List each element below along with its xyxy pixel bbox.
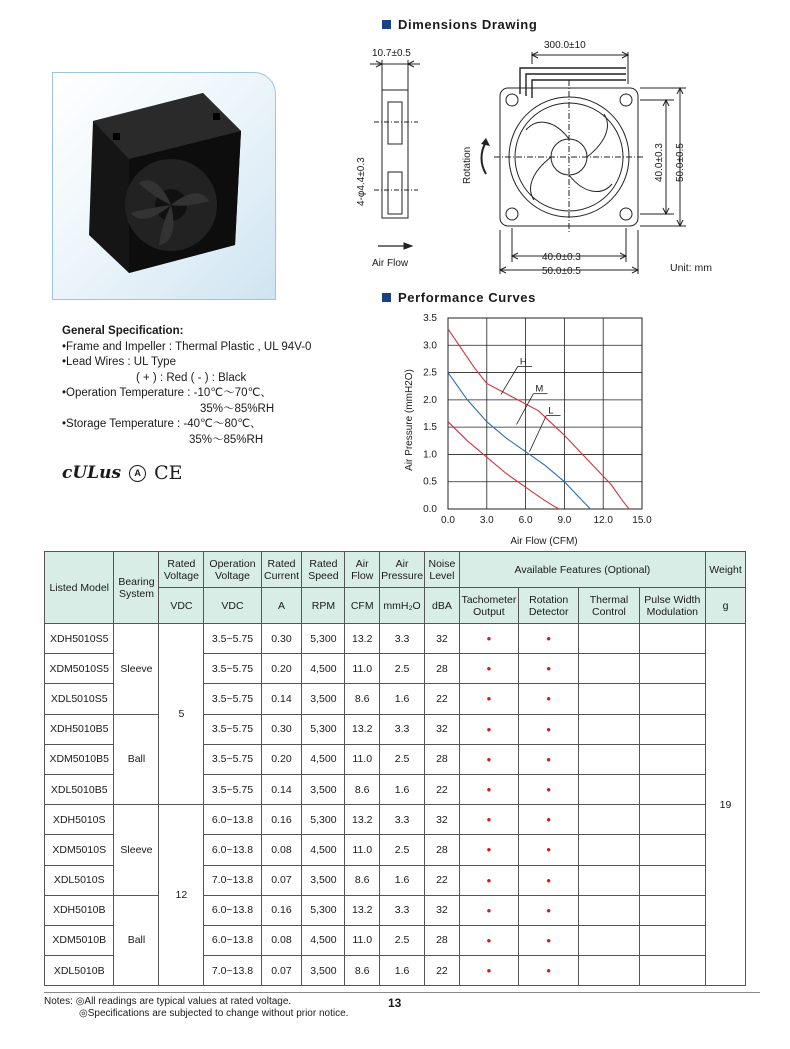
performance-heading-text: Performance Curves (398, 290, 536, 305)
th-pwm: Pulse Width Modulation (639, 588, 705, 624)
cell-model: XDL5010B5 (45, 774, 114, 804)
cell-pressure: 2.5 (380, 654, 425, 684)
spec-frame: •Frame and Impeller : Thermal Plastic , UL 94V-0 (62, 340, 312, 353)
th-rated-current: Rated Current (261, 552, 302, 588)
cell-pressure: 3.3 (380, 624, 425, 654)
cell-opv: 3.5~5.75 (204, 684, 261, 714)
rotation-label: Rotation (462, 146, 473, 184)
cell-current: 0.20 (261, 654, 302, 684)
cell-thermal (579, 714, 639, 744)
cell-speed: 3,500 (302, 956, 345, 986)
cell-flow: 13.2 (345, 714, 380, 744)
cell-bearing: Sleeve (114, 805, 159, 896)
cell-thermal (579, 684, 639, 714)
performance-heading (382, 290, 536, 305)
cell-speed: 4,500 (302, 835, 345, 865)
cell-pressure: 1.6 (380, 684, 425, 714)
cell-pressure: 1.6 (380, 956, 425, 986)
cell-noise: 22 (425, 774, 460, 804)
cell-model: XDM5010S (45, 835, 114, 865)
series-leader-h (501, 366, 518, 394)
note-2: ◎Specifications are subjected to change without prior notice. (79, 1008, 349, 1019)
cell-noise: 22 (425, 956, 460, 986)
cell-flow: 8.6 (345, 865, 380, 895)
y-tick-label: 3.5 (423, 313, 437, 324)
cell-flow: 11.0 (345, 654, 380, 684)
cell-opv: 3.5~5.75 (204, 624, 261, 654)
heading-square-icon (382, 20, 391, 29)
x-tick-label: 12.0 (593, 515, 613, 526)
cell-pressure: 3.3 (380, 805, 425, 835)
spec-st-temp: •Storage Temperature : -40℃～80℃、 (62, 418, 262, 430)
cell-opv: 7.0~13.8 (204, 956, 261, 986)
cell-thermal (579, 865, 639, 895)
certification-marks (62, 462, 182, 484)
footer-divider (44, 992, 760, 993)
y-tick-label: 0.5 (423, 476, 437, 488)
cell-thermal (579, 895, 639, 925)
cell-flow: 13.2 (345, 805, 380, 835)
cell-thermal (579, 654, 639, 684)
cell-speed: 5,300 (302, 714, 345, 744)
cell-model: XDH5010B5 (45, 714, 114, 744)
unit-rated-voltage: VDC (159, 588, 204, 624)
cell-speed: 3,500 (302, 865, 345, 895)
cell-rot: • (519, 925, 579, 955)
cell-tach: • (459, 835, 518, 865)
unit-speed: RPM (302, 588, 345, 624)
cell-opv: 7.0~13.8 (204, 865, 261, 895)
table-row (45, 895, 746, 925)
th-noise: Noise Level (425, 552, 460, 588)
ce-mark-icon: CE (154, 462, 183, 484)
cell-noise: 28 (425, 925, 460, 955)
series-label-h: H (519, 356, 527, 368)
cell-tach: • (459, 925, 518, 955)
th-thermal: Thermal Control (579, 588, 639, 624)
cell-thermal (579, 744, 639, 774)
cell-opv: 3.5~5.75 (204, 654, 261, 684)
cell-tach: • (459, 865, 518, 895)
cell-rot: • (519, 714, 579, 744)
cell-model: XDH5010S (45, 805, 114, 835)
unit-pressure: mmH₂O (380, 588, 425, 624)
fan-photo (53, 73, 275, 299)
airflow-arrow (378, 243, 412, 249)
cell-tach: • (459, 684, 518, 714)
body-h-dim: 50.0±0.5 (542, 266, 581, 277)
th-rotation-detector: Rotation Detector (519, 588, 579, 624)
th-rated-speed: Rated Speed (302, 552, 345, 588)
notes-label: Notes: (44, 996, 73, 1007)
cell-flow: 11.0 (345, 925, 380, 955)
cell-pwm (639, 624, 705, 654)
cell-speed: 5,300 (302, 805, 345, 835)
x-tick-label: 9.0 (557, 515, 572, 526)
product-photo-panel (52, 72, 276, 300)
a-mark-icon (129, 465, 146, 482)
cell-model: XDM5010B (45, 925, 114, 955)
cell-thermal (579, 805, 639, 835)
spec-table (44, 551, 746, 986)
cell-rated-voltage: 12 (159, 805, 204, 986)
cell-pwm (639, 744, 705, 774)
chart-x-label: Air Flow (CFM) (510, 536, 578, 547)
cell-flow: 13.2 (345, 624, 380, 654)
chart-y-label: Air Pressure (mmH2O) (404, 369, 415, 471)
cell-speed: 5,300 (302, 624, 345, 654)
heading-square-icon (382, 293, 391, 302)
cell-opv: 6.0~13.8 (204, 925, 261, 955)
cell-speed: 4,500 (302, 744, 345, 774)
cell-tach: • (459, 805, 518, 835)
cell-model: XDL5010S (45, 865, 114, 895)
th-bearing: Bearing System (114, 552, 159, 624)
side-width-dim: 10.7±0.5 (372, 48, 411, 59)
series-line-l (448, 422, 559, 509)
plot-frame (448, 318, 642, 509)
cell-current: 0.07 (261, 865, 302, 895)
cell-model: XDL5010S5 (45, 684, 114, 714)
cell-pressure: 3.3 (380, 895, 425, 925)
unit-flow: CFM (345, 588, 380, 624)
series-label-l: L (548, 405, 554, 417)
cell-bearing: Ball (114, 895, 159, 986)
cell-model: XDH5010S5 (45, 624, 114, 654)
airflow-label: Air Flow (372, 258, 409, 269)
x-tick-label: 15.0 (632, 515, 652, 526)
y-tick-label: 2.0 (423, 394, 437, 406)
spec-lead-colors: ( + ) : Red ( - ) : Black (136, 371, 247, 384)
cell-opv: 3.5~5.75 (204, 774, 261, 804)
cell-flow: 13.2 (345, 895, 380, 925)
cell-flow: 8.6 (345, 774, 380, 804)
cell-tach: • (459, 774, 518, 804)
table-row (45, 624, 746, 654)
cell-speed: 4,500 (302, 654, 345, 684)
cell-flow: 8.6 (345, 956, 380, 986)
page-number: 13 (388, 996, 402, 1010)
cell-noise: 28 (425, 654, 460, 684)
cell-weight: 19 (706, 624, 746, 986)
cell-tach: • (459, 654, 518, 684)
y-tick-label: 2.5 (423, 367, 437, 379)
cell-speed: 3,500 (302, 774, 345, 804)
spec-st-rh: 35%～85%RH (189, 433, 264, 446)
cell-pwm (639, 684, 705, 714)
series-leader-m (517, 394, 534, 425)
cell-noise: 32 (425, 895, 460, 925)
cell-rot: • (519, 774, 579, 804)
cell-bearing: Ball (114, 714, 159, 805)
hole-pitch-h-dim: 40.0±0.3 (542, 252, 581, 263)
a-mark-letter: A (134, 468, 141, 478)
cell-current: 0.14 (261, 684, 302, 714)
cell-pwm (639, 925, 705, 955)
rotation-arrow-icon (481, 138, 490, 146)
unit-label: Unit: mm (670, 262, 712, 274)
cell-thermal (579, 835, 639, 865)
cell-pwm (639, 774, 705, 804)
cell-noise: 28 (425, 744, 460, 774)
cell-flow: 8.6 (345, 684, 380, 714)
cell-current: 0.16 (261, 895, 302, 925)
cell-pwm (639, 895, 705, 925)
hole-spec-dim: 4-φ4.4±0.3 (356, 157, 367, 206)
cell-model: XDM5010B5 (45, 744, 114, 774)
cell-pressure: 1.6 (380, 774, 425, 804)
y-tick-label: 1.5 (423, 422, 437, 434)
cell-tach: • (459, 956, 518, 986)
x-tick-label: 6.0 (518, 515, 533, 526)
cell-current: 0.08 (261, 925, 302, 955)
cell-noise: 22 (425, 865, 460, 895)
cell-flow: 11.0 (345, 835, 380, 865)
cell-model: XDH5010B (45, 895, 114, 925)
cell-opv: 6.0~13.8 (204, 895, 261, 925)
cell-current: 0.08 (261, 835, 302, 865)
unit-op-voltage: VDC (204, 588, 261, 624)
cell-current: 0.14 (261, 774, 302, 804)
cell-noise: 22 (425, 684, 460, 714)
cell-rot: • (519, 684, 579, 714)
unit-noise: dBA (425, 588, 460, 624)
dimensions-heading-text: Dimensions Drawing (398, 17, 538, 32)
cell-current: 0.16 (261, 805, 302, 835)
cell-current: 0.30 (261, 624, 302, 654)
cell-pressure: 2.5 (380, 835, 425, 865)
cell-thermal (579, 624, 639, 654)
cell-pwm (639, 654, 705, 684)
cell-model: XDM5010S5 (45, 654, 114, 684)
spec-lead: •Lead Wires : UL Type (62, 356, 176, 368)
cell-flow: 11.0 (345, 744, 380, 774)
cell-model: XDL5010B (45, 956, 114, 986)
lead-length-dim: 300.0±10 (544, 40, 586, 51)
cell-pressure: 2.5 (380, 744, 425, 774)
series-label-m: M (535, 383, 544, 395)
cell-rated-voltage: 5 (159, 624, 204, 805)
note-1: ◎All readings are typical values at rated voltage. (75, 996, 292, 1007)
table-row (45, 714, 746, 744)
dimensions-heading (382, 17, 537, 32)
y-tick-label: 1.0 (423, 449, 437, 461)
cell-pressure: 3.3 (380, 714, 425, 744)
cell-pwm (639, 865, 705, 895)
cell-opv: 6.0~13.8 (204, 835, 261, 865)
cell-opv: 3.5~5.75 (204, 744, 261, 774)
cell-noise: 32 (425, 624, 460, 654)
cell-thermal (579, 956, 639, 986)
cell-pressure: 1.6 (380, 865, 425, 895)
cell-current: 0.30 (261, 714, 302, 744)
cell-opv: 3.5~5.75 (204, 714, 261, 744)
cell-thermal (579, 774, 639, 804)
cell-opv: 6.0~13.8 (204, 805, 261, 835)
cell-speed: 3,500 (302, 684, 345, 714)
table-row (45, 805, 746, 835)
spec-title: General Specification: (62, 325, 184, 337)
cell-noise: 32 (425, 805, 460, 835)
cell-speed: 5,300 (302, 895, 345, 925)
cell-pwm (639, 956, 705, 986)
cell-current: 0.20 (261, 744, 302, 774)
unit-weight: g (706, 588, 746, 624)
series-leader-l (529, 416, 546, 452)
cell-rot: • (519, 805, 579, 835)
y-tick-label: 0.0 (423, 504, 437, 515)
chart-grid (448, 318, 642, 509)
footer-notes (44, 996, 348, 1020)
x-tick-label: 3.0 (479, 515, 494, 526)
cell-pressure: 2.5 (380, 925, 425, 955)
cell-tach: • (459, 895, 518, 925)
cell-rot: • (519, 956, 579, 986)
th-air-flow: Air Flow (345, 552, 380, 588)
cell-rot: • (519, 895, 579, 925)
cell-current: 0.07 (261, 956, 302, 986)
general-specification (62, 324, 362, 448)
cell-rot: • (519, 744, 579, 774)
performance-chart (392, 308, 672, 550)
cell-tach: • (459, 624, 518, 654)
cell-noise: 28 (425, 835, 460, 865)
cell-rot: • (519, 624, 579, 654)
cell-speed: 4,500 (302, 925, 345, 955)
spec-op-temp: •Operation Temperature : -10℃～70℃、 (62, 387, 272, 399)
th-rated-voltage: Rated Voltage (159, 552, 204, 588)
ul-mark-icon: cULus (62, 463, 122, 483)
cell-pwm (639, 805, 705, 835)
cell-noise: 32 (425, 714, 460, 744)
cell-thermal (579, 925, 639, 955)
hole-pitch-v-dim: 40.0±0.3 (654, 143, 665, 182)
th-weight: Weight (706, 552, 746, 588)
cell-rot: • (519, 835, 579, 865)
cell-rot: • (519, 654, 579, 684)
cell-pwm (639, 835, 705, 865)
dimensions-drawing (344, 34, 754, 284)
th-air-pressure: Air Pressure (380, 552, 425, 588)
spec-op-rh: 35%～85%RH (200, 402, 275, 415)
cell-pwm (639, 714, 705, 744)
cell-rot: • (519, 865, 579, 895)
y-tick-label: 3.0 (423, 340, 437, 352)
body-v-dim: 50.0±0.5 (675, 143, 686, 182)
cell-bearing: Sleeve (114, 624, 159, 715)
th-op-voltage: Operation Voltage (204, 552, 261, 588)
cell-tach: • (459, 714, 518, 744)
th-features: Available Features (Optional) (459, 552, 705, 588)
th-tach: Tachometer Output (459, 588, 518, 624)
cell-tach: • (459, 744, 518, 774)
side-view (370, 60, 420, 218)
th-model: Listed Model (45, 552, 114, 624)
x-tick-label: 0.0 (441, 515, 455, 526)
unit-current: A (261, 588, 302, 624)
